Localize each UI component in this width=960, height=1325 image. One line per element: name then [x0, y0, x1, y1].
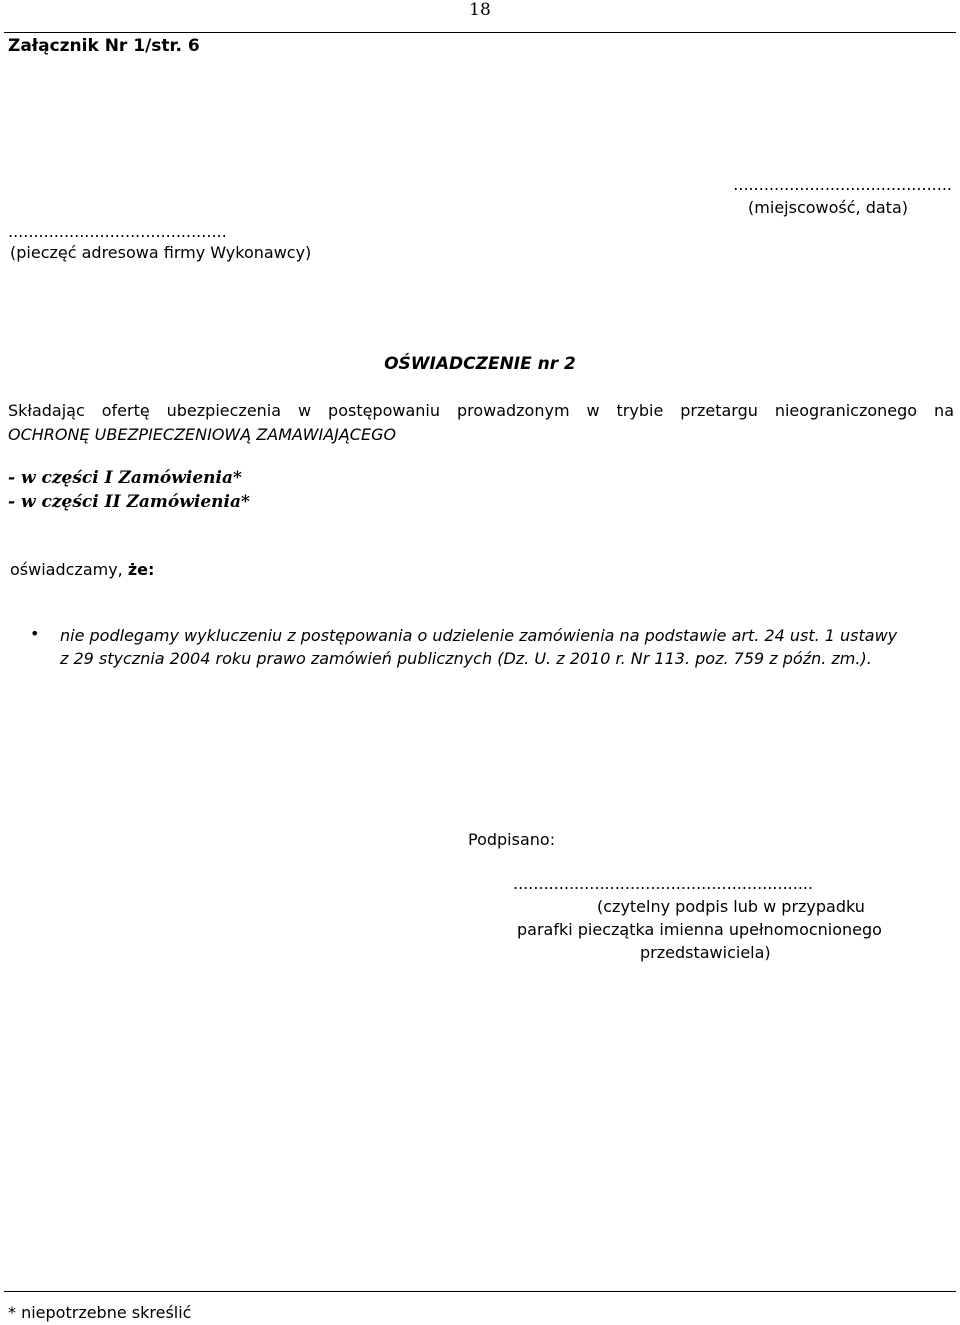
page-number: 18 — [469, 0, 491, 20]
intro-line-2: OCHRONĘ UBEZPIECZENIOWĄ ZAMAWIAJĄCEGO — [8, 425, 397, 444]
signed-label: Podpisano: — [468, 830, 556, 849]
bullet-icon: • — [30, 624, 40, 643]
statement-line-2: z 29 stycznia 2004 roku prawo zamówień publicznych (Dz. U. z 2010 r. Nr 113. poz. 759 z późn. zm.). — [60, 649, 872, 668]
place-date-label: (miejscowość, data) — [748, 198, 908, 217]
declaration-lead — [10, 560, 154, 579]
footnote-rule — [4, 1291, 956, 1292]
part-2-option: - w części II Zamówienia* — [8, 492, 250, 512]
declaration-prefix: oświadczamy, — [10, 560, 128, 579]
company-stamp-dots: ........................................... — [8, 222, 227, 241]
intro-line-1: Składając ofertę ubezpieczenia w postępowaniu prowadzonym w trybie przetargu nieograniczonego na — [8, 401, 954, 420]
document-title: OŚWIADCZENIE nr 2 — [384, 354, 576, 374]
place-date-dots: ........................................... — [733, 175, 952, 194]
header-rule — [4, 32, 956, 33]
signature-dots: ........................................................... — [513, 874, 814, 893]
signature-caption-1: (czytelny podpis lub w przypadku — [597, 897, 865, 916]
declaration-bold: że: — [127, 560, 155, 579]
header-title: Załącznik Nr 1/str. 6 — [8, 36, 200, 56]
company-stamp-label: (pieczęć adresowa firmy Wykonawcy) — [10, 243, 312, 262]
part-1-option: - w części I Zamówienia* — [8, 468, 242, 488]
signature-caption-2: parafki pieczątka imienna upełnomocnionego — [517, 920, 882, 939]
signature-caption-3: przedstawiciela) — [640, 943, 771, 962]
statement-line-1: nie podlegamy wykluczeniu z postępowania o udzielenie zamówienia na podstawie art. 24 ust. 1 ustawy — [60, 626, 898, 645]
footnote: * niepotrzebne skreślić — [8, 1303, 192, 1322]
